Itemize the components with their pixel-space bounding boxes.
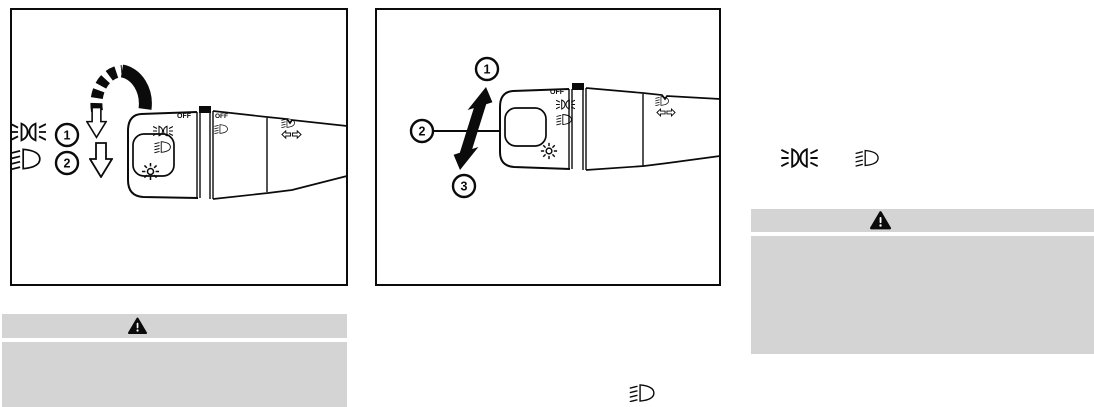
callout-3-number: 3 [460, 179, 468, 194]
callout-1 [56, 124, 78, 146]
low-beam-icon [856, 151, 879, 167]
up-down-arrow-icon [454, 87, 493, 170]
callout-1-number: 1 [63, 128, 71, 143]
low-beam-icon [11, 149, 40, 169]
figure-middle-frame [376, 9, 720, 285]
turn-signal-arrows-icon [282, 131, 301, 138]
down-arrow-icon [90, 143, 112, 177]
position-lamps-icon [11, 124, 46, 141]
sun-icon [142, 163, 159, 180]
turn-signal-arrows-icon [657, 109, 675, 116]
rotate-arrow-icon [96, 71, 145, 111]
sun-icon [541, 143, 557, 159]
fog-lamp-icon [214, 125, 227, 134]
position-lamps-icon [781, 149, 817, 166]
figure-left-frame [11, 9, 347, 285]
low-beam-icon [630, 385, 654, 402]
collar-position-marker [572, 83, 584, 90]
off-label: OFF [177, 113, 191, 120]
low-beam-icon [154, 142, 170, 153]
callout-2-number: 2 [63, 156, 71, 171]
callout-2 [56, 152, 78, 174]
figure-left [11, 9, 347, 285]
callout-1 [476, 58, 498, 80]
callout-2-number: 2 [418, 124, 426, 139]
stalk-knob-face [505, 108, 546, 146]
fog-off-label: OFF [215, 113, 228, 120]
headlight-flash-icon [655, 97, 668, 106]
figure-middle [376, 9, 720, 285]
off-label: OFF [550, 89, 564, 96]
callout-1-number: 1 [483, 62, 491, 77]
control-stalk [500, 83, 720, 170]
position-lamps-icon [556, 100, 575, 109]
collar-position-marker [199, 106, 211, 113]
down-arrow-icon [87, 108, 106, 138]
callout-3 [453, 175, 475, 197]
callout-2 [411, 120, 500, 142]
